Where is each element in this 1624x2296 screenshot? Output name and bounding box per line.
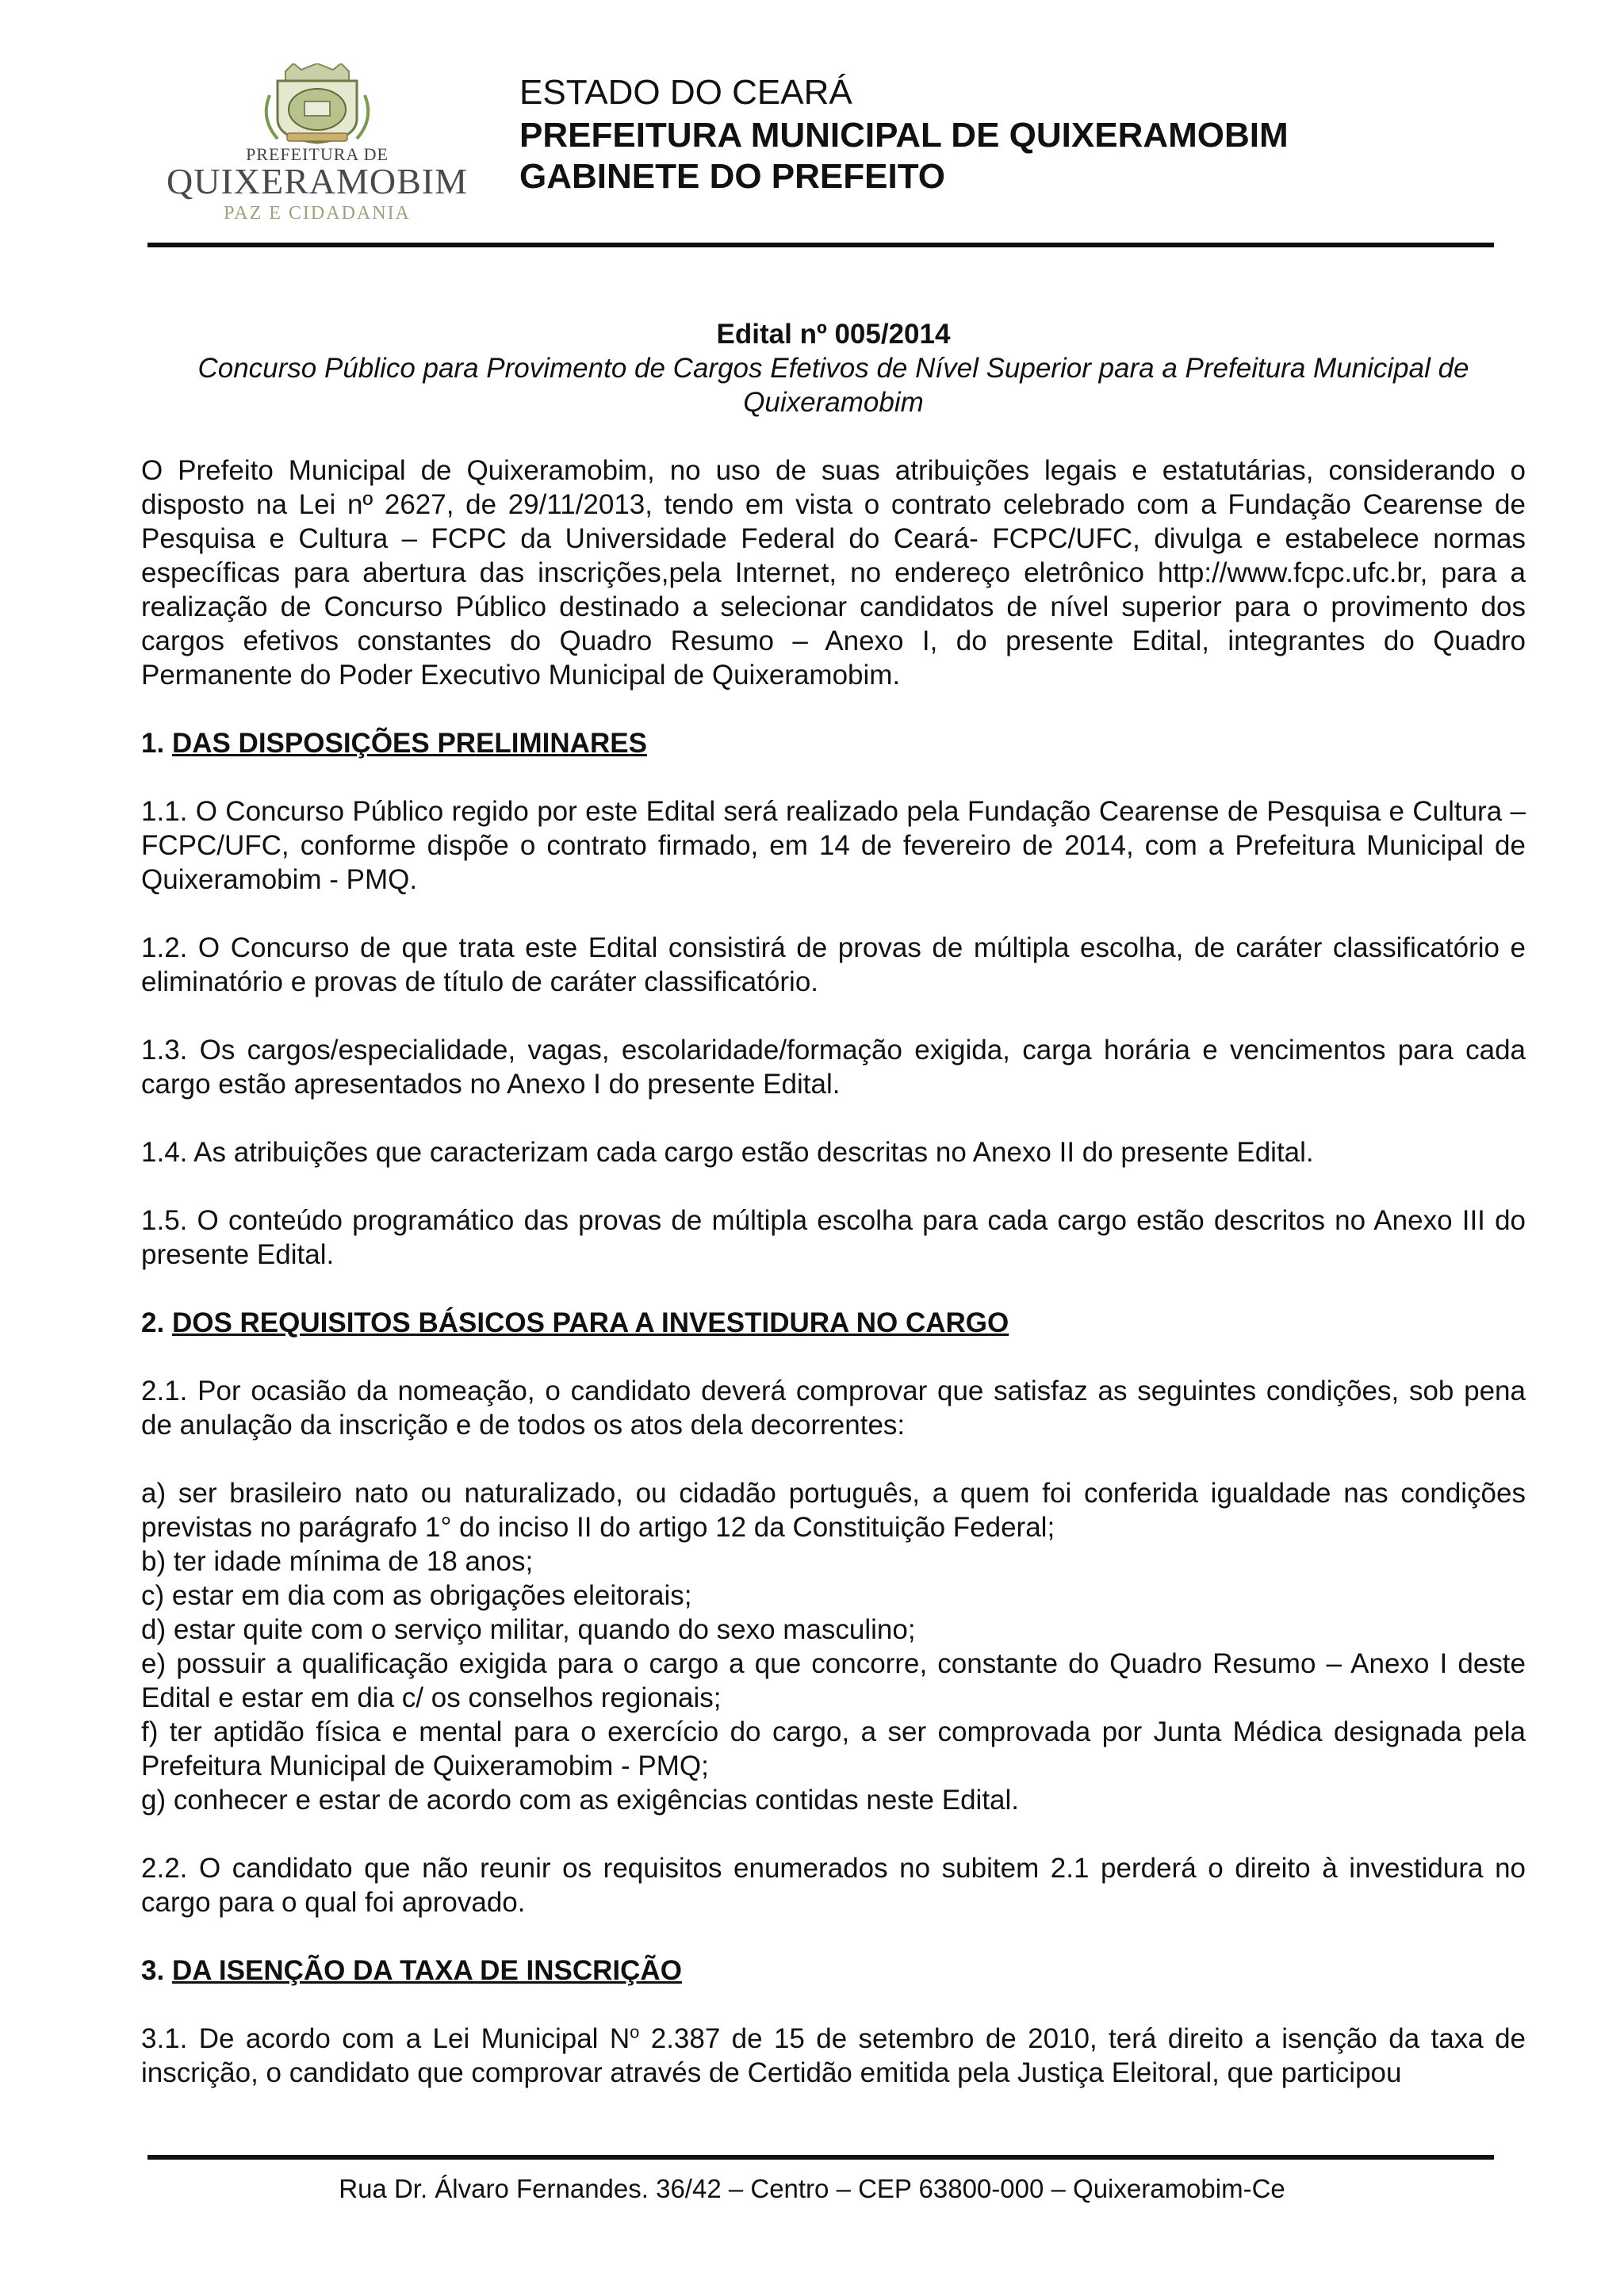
document-subtitle: Concurso Público para Provimento de Cargos Efetivos de Nível Superior para a Prefeitura Municipal de Quixeramobim: [197, 353, 1469, 418]
list-item: e) possuir a qualificação exigida para o cargo a que concorre, constante do Quadro Resumo – Anexo I deste Edital e estar em dia c/ os conselhos regionais;: [141, 1648, 1526, 1713]
header-office: GABINETE DO PREFEITO: [519, 157, 946, 196]
list-item: a) ser brasileiro nato ou naturalizado, ou cidadão português, a quem foi conferida igualdade nas condições previstas no parágrafo 1° do inciso II do artigo 12 da Constituição Federal;: [141, 1478, 1526, 1543]
paragraph-1-1: 1.1. O Concurso Público regido por este Edital será realizado pela Fundação Cearense de Pesquisa e Cultura – FCPC/UFC, conforme dispõe o contrato firmado, em 14 de fevereiro de 2014, com a Prefeitura Municipal de Quixeramobim - PMQ.: [141, 796, 1526, 895]
footer-address: Rua Dr. Álvaro Fernandes. 36/42 – Centro – CEP 63800-000 – Quixeramobim-Ce: [339, 2174, 1285, 2203]
paragraph-1-4: 1.4. As atribuições que caracterizam cada cargo estão descritas no Anexo II do presente Edital.: [141, 1137, 1314, 1168]
intro-paragraph: O Prefeito Municipal de Quixeramobim, no uso de suas atribuições legais e estatutárias, considerando o disposto na Lei nº 2627, de 29/11/2013, tendo em vista o contrato celebrado com a Fundação Cearense de Pesquisa e Cultura – FCPC da Universidade Federal do Ceará- FCPC/UFC, divulga e estabelece normas específicas para abertura das inscrições,pela Internet, no endereço eletrônico http://www.fcpc.ufc.br, para a realização de Concurso Público destinado a selecionar candidatos de nível superior para o provimento dos cargos efetivos constantes do Quadro Resumo – Anexo I, do presente Edital, integrantes do Quadro Permanente do Poder Executivo Municipal de Quixeramobim.: [141, 455, 1526, 691]
list-item: g) conhecer e estar de acordo com as exigências contidas neste Edital.: [141, 1785, 1020, 1816]
section-title: DA ISENÇÃO DA TAXA DE INSCRIÇÃO: [171, 1955, 682, 1986]
section-heading-2: [141, 1306, 1526, 1340]
requirements-list: [141, 1476, 1526, 1817]
paragraph-2-2: 2.2. O candidato que não reunir os requisitos enumerados no subitem 2.1 perderá o direito à investidura no cargo para o qual foi aprovado.: [141, 1853, 1526, 1918]
list-item: b) ter idade mínima de 18 anos;: [141, 1546, 534, 1577]
section-number: 3.: [141, 1955, 165, 1986]
header-state: ESTADO DO CEARÁ: [519, 73, 852, 112]
footer-divider: [147, 2155, 1494, 2160]
paragraph-3-1-part2: 2.387 de 15 de setembro de 2010, terá direito a isenção da taxa de inscrição, o candidato que comprovar através de Certidão emitida pela Justiça Eleitoral, que participou: [141, 2023, 1526, 2088]
logo-slogan: PAZ E CIDADANIA: [224, 203, 411, 224]
section-title: DAS DISPOSIÇÕES PRELIMINARES: [171, 728, 647, 759]
ordinal-superscript: o: [630, 2022, 640, 2042]
paragraph-2-1: 2.1. Por ocasião da nomeação, o candidato deverá comprovar que satisfaz as seguintes condições, sob pena de anulação da inscrição e de todos os atos dela decorrentes:: [141, 1376, 1526, 1441]
list-item: f) ter aptidão física e mental para o exercício do cargo, a ser comprovada por Junta Médica designada pela Prefeitura Municipal de Quixeramobim - PMQ;: [141, 1716, 1526, 1781]
header-divider: [147, 243, 1494, 247]
document-title: Edital nº 005/2014: [716, 319, 951, 350]
paragraph-1-2: 1.2. O Concurso de que trata este Edital consistirá de provas de múltipla escolha, de caráter classificatório e eliminatório e provas de título de caráter classificatório.: [141, 932, 1526, 997]
section-number: 1.: [141, 728, 165, 759]
paragraph-3-1-part1: 3.1. De acordo com a Lei Municipal N: [141, 2023, 630, 2054]
list-item: c) estar em dia com as obrigações eleitorais;: [141, 1580, 692, 1611]
section-number: 2.: [141, 1307, 165, 1338]
logo-prefecture-line: PREFEITURA DE: [246, 144, 389, 164]
paragraph-1-5: 1.5. O conteúdo programático das provas de múltipla escolha para cada cargo estão descritos no Anexo III do presente Edital.: [141, 1205, 1526, 1270]
section-heading-3: [141, 1954, 1526, 1988]
prefecture-logo: [159, 63, 476, 230]
list-item: d) estar quite com o serviço militar, quando do sexo masculino;: [141, 1614, 916, 1645]
logo-city-name: QUIXERAMOBIM: [167, 161, 468, 201]
section-heading-1: [141, 726, 1526, 760]
section-title: DOS REQUISITOS BÁSICOS PARA A INVESTIDURA NO CARGO: [171, 1307, 1009, 1338]
document-body: [141, 317, 1526, 2090]
paragraph-1-3: 1.3. Os cargos/especialidade, vagas, escolaridade/formação exigida, carga horária e vencimentos para cada cargo estão apresentados no Anexo I do presente Edital.: [141, 1035, 1526, 1100]
paragraph-3-1: [141, 2022, 1526, 2090]
header-prefecture: PREFEITURA MUNICIPAL DE QUIXERAMOBIM: [519, 116, 1289, 155]
